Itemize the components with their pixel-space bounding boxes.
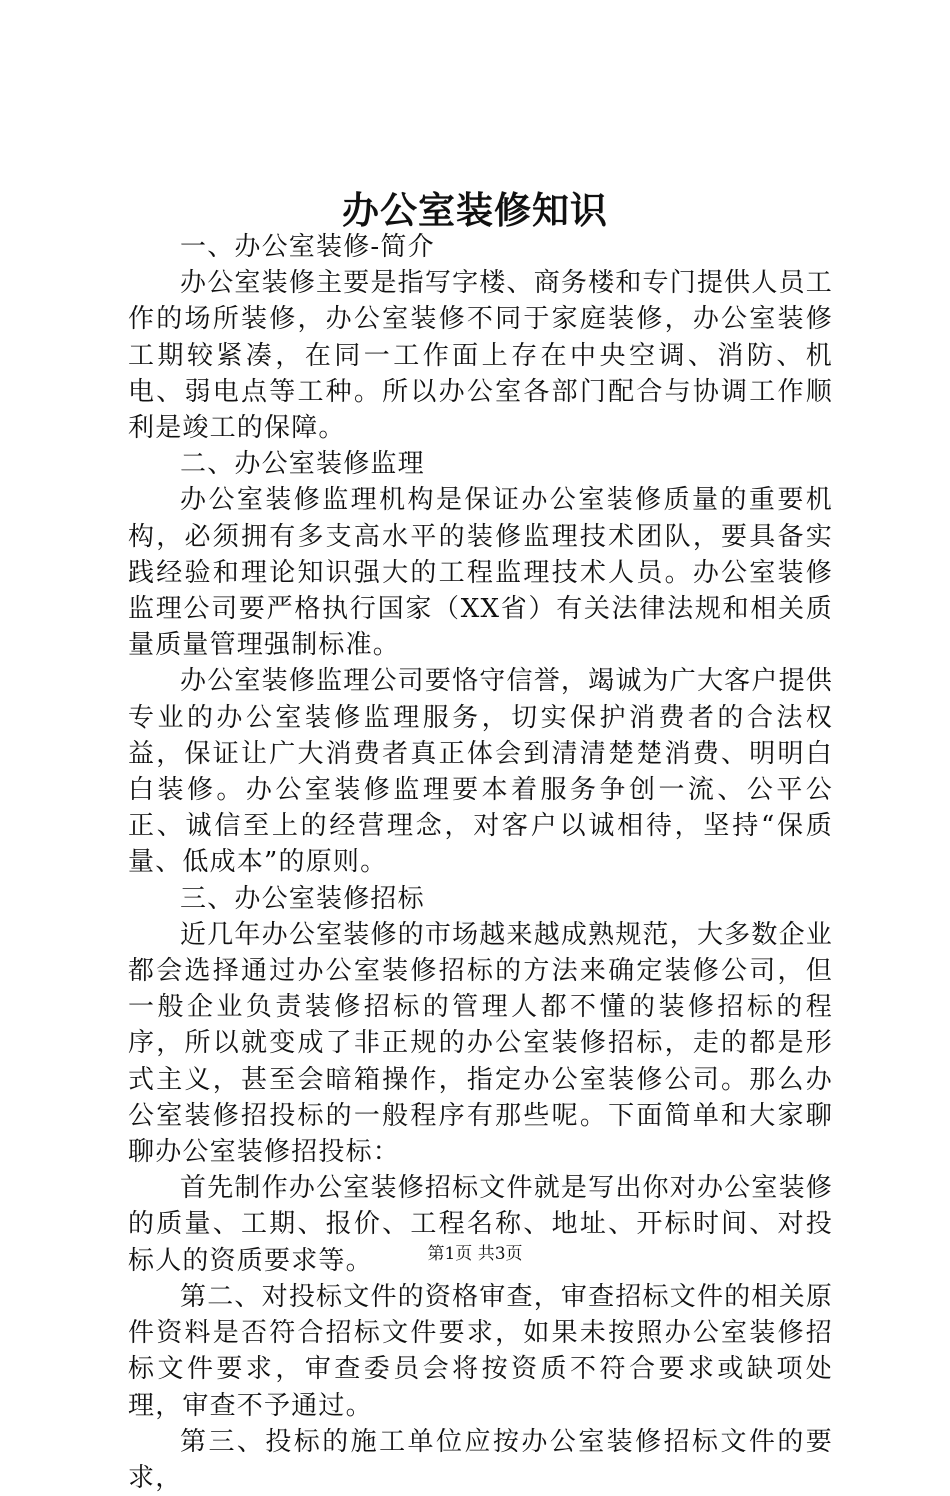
document-title: 办公室装修知识 [342, 188, 608, 232]
paragraph: 办公室装修主要是指写字楼、商务楼和专门提供人员工作的场所装修，办公室装修不同于家庭装修，办公室装修工期较紧凑，在同一工作面上存在中央空调、消防、机电、弱电点等工种。所以办公室各部门配合与协调工作顺利是竣工的保障。 [128, 268, 833, 444]
document-body [128, 229, 833, 1496]
section-heading-bidding: 三、办公室装修招标 [180, 883, 425, 914]
paragraph: 首先制作办公室装修招标文件就是写出你对办公室装修的质量、工期、报价、工程名称、地址、开标时间、对投标人的资质要求等。 [128, 1173, 833, 1276]
page-number-footer: 第1页 共3页 [427, 1244, 523, 1264]
paragraph: 办公室装修监理机构是保证办公室装修质量的重要机构，必须拥有多支高水平的装修监理技术团队，要具备实践经验和理论知识强大的工程监理技术人员。办公室装修监理公司要严格执行国家（XX省）有关法律法规和相关质量质量管理强制标准。 [128, 485, 833, 661]
section-heading-intro: 一、办公室装修-简介 [180, 232, 435, 262]
paragraph: 近几年办公室装修的市场越来越成熟规范，大多数企业都会选择通过办公室装修招标的方法来确定装修公司，但一般企业负责装修招标的管理人都不懂的装修招标的程序，所以就变成了非正规的办公室装修招标，走的都是形式主义，甚至会暗箱操作，指定办公室装修公司。那么办公室装修招投标的一般程序有那些呢。下面简单和大家聊聊办公室装修招投标： [128, 919, 833, 1168]
paragraph: 第三、投标的施工单位应按办公室装修招标文件的要求， [128, 1426, 833, 1493]
paragraph: 办公室装修监理公司要恪守信誉，竭诚为广大客户提供专业的办公室装修监理服务，切实保护消费者的合法权益，保证让广大消费者真正体会到清清楚楚消费、明明白白装修。办公室装修监理要本着服务争创一流、公平公正、诚信至上的经营理念，对客户以诚相待，坚持“保质量、低成本”的原则。 [128, 666, 833, 878]
paragraph: 第二、对投标文件的资格审查，审查招标文件的相关原件资料是否符合招标文件要求，如果未按照办公室装修招标文件要求，审查委员会将按资质不符合要求或缺项处理，审查不予通过。 [128, 1281, 833, 1421]
section-heading-supervision: 二、办公室装修监理 [180, 449, 425, 480]
